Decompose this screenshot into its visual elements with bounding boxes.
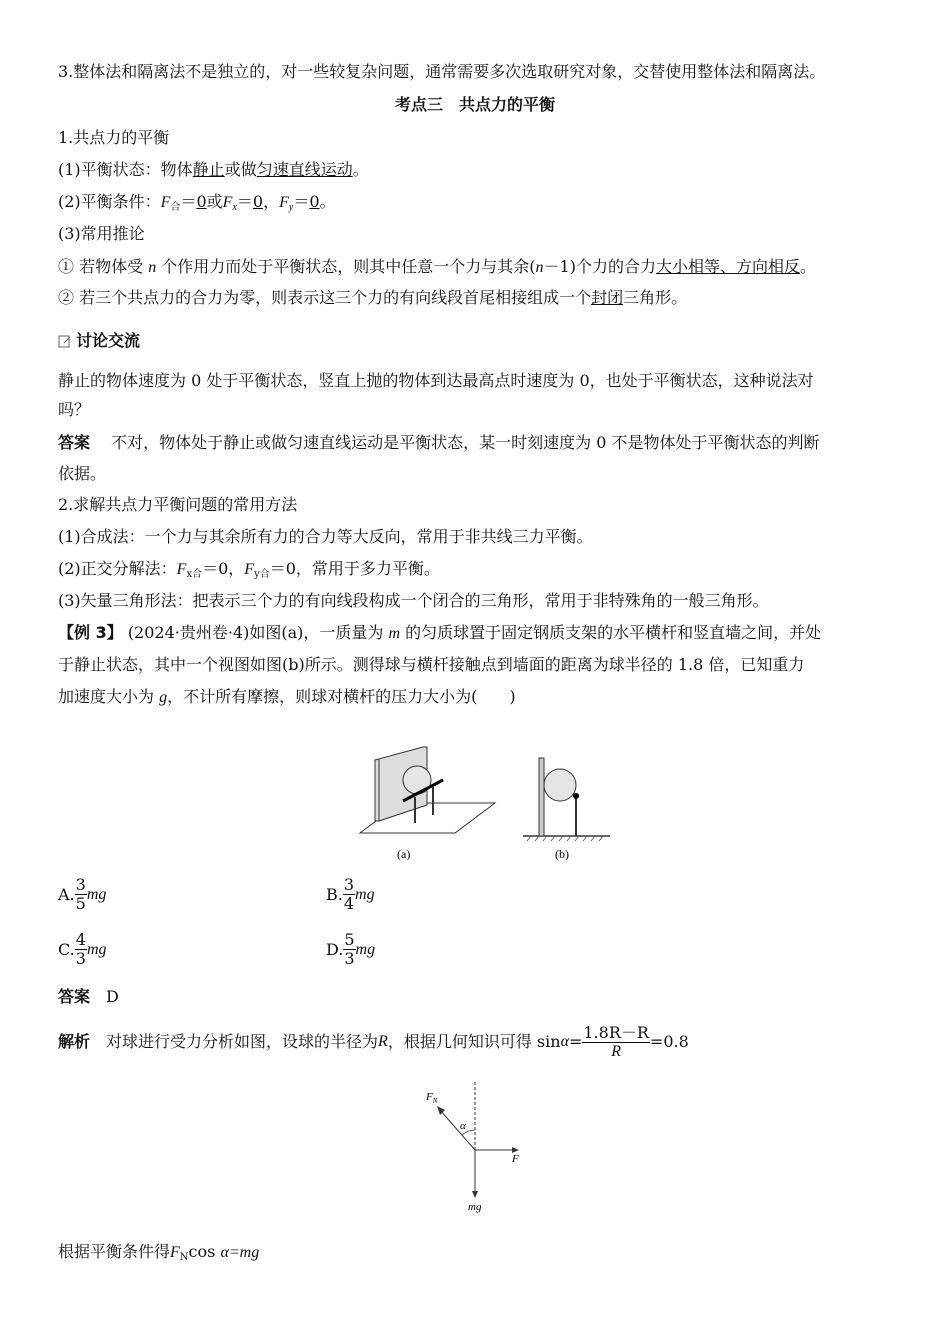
discussion-question: 静止的物体速度为 0 处于平衡状态，竖直上抛的物体到达最高点时速度为 0，也处于平衡状态，这种说法对 <box>58 371 814 390</box>
mg-arrowhead <box>472 1191 478 1198</box>
edit-icon <box>58 334 72 348</box>
option-d[interactable]: D. $\frac{5}{3}$ mg <box>326 930 376 968</box>
text: 。 <box>352 160 369 179</box>
discussion-title: 讨论交流 <box>58 330 892 352</box>
text: ＝ <box>236 192 253 211</box>
answer-label: 答案 <box>58 433 91 452</box>
text: 。 <box>319 192 336 211</box>
f-label: F <box>512 1153 519 1165</box>
var: F <box>279 194 289 211</box>
sub: 合 <box>170 202 181 213</box>
underlined-answer: 匀速直线运动 <box>256 160 353 179</box>
corollary-1: ① 若物体受 n 个作用力而处于平衡状态，则其中任意一个力与其余(n－1)个力的合力大小相等、方向相反。 <box>58 257 816 276</box>
var: F <box>222 194 233 211</box>
text: (2)平衡条件： <box>58 192 161 211</box>
intro-paragraph: 3.整体法和隔离法不是独立的，对一些较复杂问题，通常需要多次选取研究对象，交替使用整体法和隔离法。 <box>58 62 826 81</box>
fig-b-label: (b) <box>555 847 569 861</box>
corollary-2: ② 若三个共点力的合力为零，则表示这三个力的有向线段首尾相接组成一个封闭三角形。 <box>58 288 688 307</box>
var: F <box>160 194 171 211</box>
answer-line <box>58 986 892 1008</box>
wall-b <box>539 758 544 836</box>
s2-title: 2.求解共点力平衡问题的常用方法 <box>58 495 298 514</box>
discussion-answer: 答案 不对，物体处于静止或做匀速直线运动是平衡状态，某一时刻速度为 0 不是物体处于平衡状态的判断 <box>58 433 820 452</box>
balance-state <box>58 159 892 181</box>
example-label: 【例 3】 <box>58 623 123 642</box>
force-diagram <box>420 1082 540 1217</box>
answer-value: D <box>106 987 119 1006</box>
example-line-3: 加速度大小为 g，不计所有摩擦，则球对横杆的压力大小为( ) <box>58 687 516 706</box>
example-line-1: 【例 3】 (2024·贵州卷·4)如图(a)，一质量为 m 的匀质球置于固定钢质支架的水平横杆和竖直墙之间，并处 <box>58 623 822 642</box>
balance-condition <box>58 191 892 219</box>
section-title: 考点三 共点力的平衡 <box>394 95 555 114</box>
underlined-answer: 0 <box>196 192 207 211</box>
s1-title: 1.共点力的平衡 <box>58 128 170 147</box>
text: ＝ <box>180 192 197 211</box>
alpha-label: α <box>460 1120 466 1132</box>
contact-point <box>573 793 579 799</box>
corollary-title: (3)常用推论 <box>58 224 145 243</box>
fig-a-label: (a) <box>397 847 411 861</box>
fn-label: $F_N$ <box>426 1091 438 1105</box>
underlined-answer: 0 <box>309 192 320 211</box>
method-2: (2)正交分解法：$F_{x合}=0$，$F_{y合}=0$，常用于多力平衡。 <box>58 559 440 580</box>
text: 或 <box>206 192 223 211</box>
option-a[interactable]: A. $\frac{3}{5}$ mg <box>58 875 107 913</box>
option-b[interactable]: B. $\frac{3}{4}$ mg <box>326 875 375 913</box>
analysis-label: 解析 <box>58 1032 91 1051</box>
discussion-answer-cont: 依据。 <box>58 464 107 483</box>
ball-b <box>544 769 576 801</box>
underlined-answer: 静止 <box>192 160 225 179</box>
method-1: (1)合成法：一个力与其余所有力的合力等大反向，常用于非共线三力平衡。 <box>58 527 593 546</box>
answer-label: 答案 <box>58 987 91 1006</box>
option-c[interactable]: C. $\frac{4}{3}$ mg <box>58 930 107 968</box>
underlined-answer: 大小相等、方向相反 <box>655 257 800 276</box>
underlined-answer: 0 <box>252 192 264 211</box>
final-equation: 根据平衡条件得$F_N\cos$ α=mg <box>58 1242 260 1263</box>
text: 或做 <box>224 160 257 179</box>
text: ， <box>263 192 280 211</box>
underlined-answer: 封闭 <box>591 288 624 307</box>
text: (1)平衡状态：物体 <box>58 160 193 179</box>
sub: y <box>288 202 294 213</box>
text: ＝ <box>293 192 310 211</box>
analysis-line: 解析 对球进行受力分析如图，设球的半径为 R ，根据几何知识可得 sin α = $\frac{1.8R-R}{R}$ =0.8 <box>58 1022 689 1060</box>
mg-label: mg <box>468 1201 482 1213</box>
sin-fraction: $\frac{1.8R-R}{R}$ <box>583 1022 649 1060</box>
figure-ab <box>355 745 615 870</box>
method-3: (3)矢量三角形法：把表示三个力的有向线段构成一个闭合的三角形，常用于非特殊角的一般三角形。 <box>58 591 769 610</box>
example-line-2: 于静止状态，其中一个视图如图(b)所示。测得球与横杆接触点到墙面的距离为球半径的 1.8 倍，已知重力 <box>58 655 805 674</box>
discussion-question-cont: 吗？ <box>58 400 91 419</box>
sub: x <box>232 202 237 213</box>
